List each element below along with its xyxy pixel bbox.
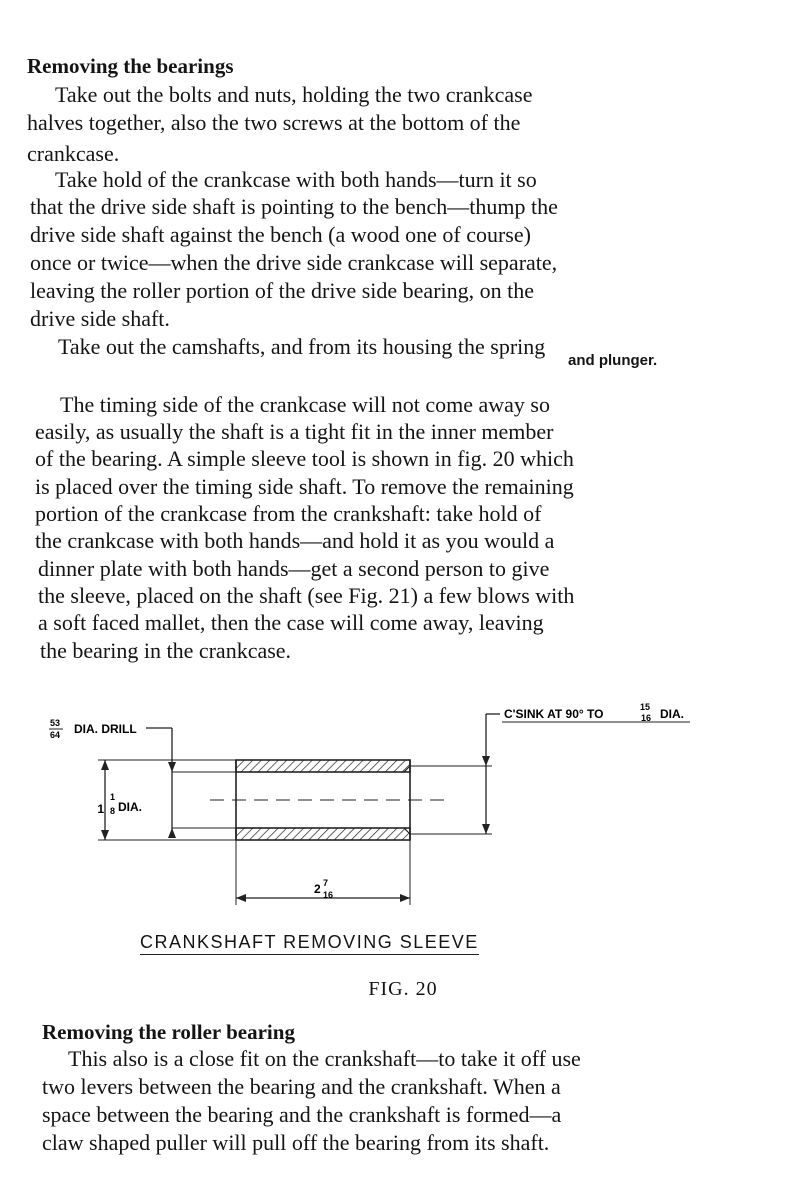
paragraph-line: the crankcase with both hands—and hold it as you would a bbox=[35, 528, 555, 553]
sink-label-end: DIA. bbox=[660, 707, 684, 721]
sink-fraction-num: 15 bbox=[640, 702, 651, 712]
paragraph-line: space between the bearing and the crankshaft is formed—a bbox=[42, 1102, 562, 1127]
paragraph-line: that the drive side shaft is pointing to the bench—thump the bbox=[30, 194, 558, 219]
length-den: 16 bbox=[323, 890, 334, 900]
sink-fraction-den: 16 bbox=[641, 713, 652, 723]
paragraph-line: This also is a close fit on the crankshaft—to take it off use bbox=[68, 1046, 581, 1071]
section-heading-removing-roller-bearing: Removing the roller bearing bbox=[42, 1020, 295, 1044]
drill-fraction-den: 64 bbox=[50, 730, 61, 740]
paragraph-line: halves together, also the two screws at the bottom of the bbox=[27, 110, 521, 135]
paragraph-line: leaving the roller portion of the drive side bearing, on the bbox=[30, 278, 535, 303]
paragraph-line: is placed over the timing side shaft. To remove the remaining bbox=[35, 474, 574, 499]
paragraph-line: of the bearing. A simple sleeve tool is shown in fig. 20 which bbox=[35, 446, 574, 471]
outer-dia-whole: 1 bbox=[97, 802, 104, 816]
sleeve-diagram bbox=[0, 690, 806, 930]
paragraph-line: drive side shaft. bbox=[30, 306, 170, 331]
drill-label: DIA. DRILL bbox=[74, 722, 137, 736]
paragraph-line: Take out the bolts and nuts, holding the two crankcase bbox=[55, 82, 533, 107]
outer-dia-num: 1 bbox=[110, 792, 116, 802]
paragraph-line: two levers between the bearing and the crankshaft. When a bbox=[42, 1074, 561, 1099]
paragraph-line: crankcase. bbox=[27, 141, 120, 166]
paragraph-line: easily, as usually the shaft is a tight fit in the inner member bbox=[35, 419, 554, 444]
outer-dia-label: DIA. bbox=[118, 800, 142, 814]
inserted-note: and plunger. bbox=[568, 352, 658, 369]
length-whole: 2 bbox=[314, 882, 321, 896]
length-num: 7 bbox=[323, 878, 329, 888]
paragraph-line: Take out the camshafts, and from its housing the spring bbox=[58, 334, 546, 359]
figure-title: CRANKSHAFT REMOVING SLEEVE bbox=[140, 932, 479, 955]
paragraph-line: once or twice—when the drive side crankcase will separate, bbox=[30, 250, 558, 275]
paragraph-line: portion of the crankcase from the crankshaft: take hold of bbox=[35, 501, 542, 526]
outer-dia-den: 8 bbox=[110, 806, 116, 816]
paragraph-line: claw shaped puller will pull off the bearing from its shaft. bbox=[42, 1130, 550, 1155]
paragraph-line: Take hold of the crankcase with both hands—turn it so bbox=[55, 167, 537, 192]
sink-label: C'SINK AT 90° TO bbox=[504, 707, 604, 721]
paragraph-line: drive side shaft against the bench (a wood one of course) bbox=[30, 222, 531, 247]
paragraph-line: dinner plate with both hands—get a second person to give bbox=[38, 556, 550, 581]
paragraph-line: a soft faced mallet, then the case will come away, leaving bbox=[38, 610, 544, 635]
paragraph-line: the bearing in the crankcase. bbox=[40, 638, 292, 663]
drill-fraction-num: 53 bbox=[50, 718, 61, 728]
sleeve-wall-top bbox=[236, 760, 410, 772]
figure-caption: FIG. 20 bbox=[368, 978, 438, 1000]
sleeve-wall-bottom bbox=[236, 828, 410, 840]
section-heading-removing-bearings: Removing the bearings bbox=[27, 54, 234, 78]
paragraph-line: the sleeve, placed on the shaft (see Fig. 21) a few blows with bbox=[38, 583, 575, 608]
paragraph-line: The timing side of the crankcase will not come away so bbox=[60, 392, 550, 417]
